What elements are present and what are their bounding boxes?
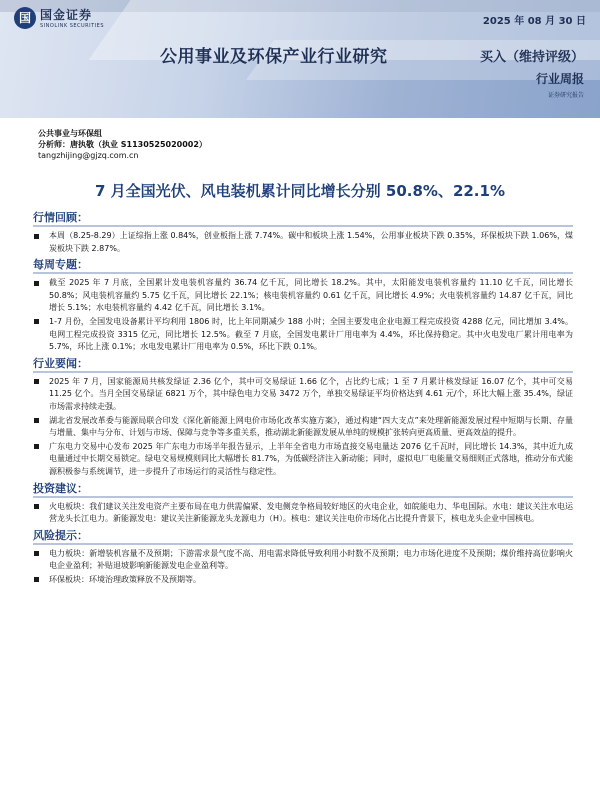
- square-bullet-icon: [33, 230, 41, 255]
- report-type: 行业周报: [535, 72, 584, 86]
- logo-mark-icon: 国: [14, 7, 36, 29]
- square-bullet-icon: [33, 376, 41, 414]
- bullet-item: 1-7 月份，全国发电设备累计平均利用 1806 时，比上年同期减少 188 小时；全国主要发电企业电源工程完成投资 4288 亿元，同比增加 3.4%。电网工程完成投资 3315 亿元，同比增长 12.5%。截至 7 月底，全国发电累计厂用电率为 4.4%，环比保持稳定。其中火电发电厂累计用电率为 5.7%，环比上涨 0.1%；水电发电累计厂用电率为 0.5%，环比下跌 0.1%。: [33, 316, 573, 354]
- bullet-item: 2025 年 7 月，国家能源局共核发绿证 2.36 亿个，其中可交易绿证 1.66 亿个，占比约七成；1 至 7 月累计核发绿证 16.07 亿个，其中可交易 11.25 亿个。当月全国交易绿证 6821 万个，其中绿色电力交易 3472 万个，单独交易绿证平均价格达到 4.61 元/个，环比大幅上涨 35.4%，绿证市场需求持续走强。: [33, 376, 573, 414]
- bullet-item: 电力板块：新增装机容量不及预期；下游需求景气度不高、用电需求降低导致利用小时数不及预期；电力市场化进度不及预期；煤价维持高位影响火电企业盈利；补贴退坡影响新能源发电企业盈利等。: [33, 548, 573, 573]
- bullet-item: 本周（8.25-8.29）上证综指上涨 0.84%，创业板指上涨 7.74%。碳中和板块上涨 1.54%，公用事业板块下跌 0.35%，环保板块下跌 1.06%，煤炭板块下跌 2.87%。: [33, 230, 573, 255]
- square-bullet-icon: [33, 277, 41, 315]
- section-divider: [33, 543, 573, 545]
- report-header-banner: [0, 0, 600, 118]
- research-group: 公共事业与环保组: [38, 129, 102, 138]
- analyst-name: 分析师：唐执敬（执业 S1130525020002）: [38, 140, 207, 149]
- bullet-item: 火电板块：我们建议关注发电资产主要布局在电力供需偏紧、发电侧竞争格局较好地区的火电企业，如皖能电力、华电国际。水电：建议关注水电运营龙头长江电力。新能源发电：建议关注新能源龙头龙源电力（H）。核电：建议关注电价市场化占比提升背景下，核电龙头企业中国核电。: [33, 501, 573, 526]
- section-industry-news: [33, 357, 573, 479]
- report-date: 2025 年 08 月 30 日: [482, 16, 586, 27]
- section-weekly-topic: [33, 258, 573, 354]
- bullet-item: 广东电力交易中心发布 2025 年广东电力市场半年报告显示，上半年全省电力市场直接交易电量达 2076 亿千瓦时，同比增长 14.3%，其中近九成电量通过中长期交易锁定。绿电交易规模则同比大幅增长 81.7%，为低碳经济注入新动能；同时，虚拟电厂电能量交易细则正式落地，推动分布式能源积极参与系统调节，进一步提升了市场运行的灵活性与稳定性。: [33, 441, 573, 479]
- square-bullet-icon: [33, 441, 41, 479]
- section-market-review: [33, 211, 573, 255]
- bullet-item: 环保板块：环境治理政策释放不及预期等。: [33, 574, 573, 587]
- bullet-item: 截至 2025 年 7 月底，全国累计发电装机容量约 36.74 亿千瓦，同比增长 18.2%。其中，太阳能发电装机容量约 11.10 亿千瓦，同比增长 50.8%；风电装机容量约 5.75 亿千瓦，同比增长 22.1%；核电装机容量约 0.61 亿千瓦，同比增长 4.9%；火电装机容量约 14.87 亿千瓦，同比增长 5.1%；水电装机容量约 4.42 亿千瓦，同比增长 3.1%。: [33, 277, 573, 315]
- section-divider: [33, 496, 573, 498]
- rating-label: 买入（维持评级）: [479, 50, 584, 65]
- report-subtype: 证券研究报告: [547, 92, 584, 99]
- square-bullet-icon: [33, 415, 41, 440]
- section-risk-warning: [33, 529, 573, 587]
- square-bullet-icon: [33, 548, 41, 573]
- section-title: 风险提示：: [33, 528, 88, 542]
- analyst-email[interactable]: tangzhijing@gjzq.com.cn: [38, 151, 139, 160]
- bullet-item: 湖北省发展改革委与能源局联合印发《深化新能源上网电价市场化改革实施方案》，通过构建“四大支点”来处理新能源发展过程中短期与长期、存量与增量、集中与分布、计划与市场、保障与竞争等多重关系，推动湖北新能源发展从单纯的规模扩张转向更高质量、更高效益的提升。: [33, 415, 573, 440]
- square-bullet-icon: [33, 316, 41, 354]
- section-divider: [33, 272, 573, 274]
- section-divider: [33, 371, 573, 373]
- section-title: 行情回顾：: [33, 211, 88, 224]
- section-investment-advice: [33, 482, 573, 526]
- analyst-info: [38, 128, 207, 161]
- section-title: 每周专题：: [33, 258, 88, 272]
- logo-english-name: SINOLINK SECURITIES: [40, 23, 104, 29]
- report-headline: 7 月全国光伏、风电装机累计同比增长分别 50.8%、22.1%: [95, 182, 505, 200]
- square-bullet-icon: [33, 501, 41, 526]
- section-title: 行业要闻：: [33, 356, 88, 370]
- report-body: [33, 208, 573, 587]
- logo-name: 国金证券: [40, 8, 93, 22]
- section-title: 投资建议：: [33, 481, 88, 495]
- section-divider: [33, 225, 573, 227]
- company-logo: [14, 6, 104, 29]
- report-title: 公用事业及环保产业行业研究: [160, 47, 388, 67]
- square-bullet-icon: [33, 574, 41, 587]
